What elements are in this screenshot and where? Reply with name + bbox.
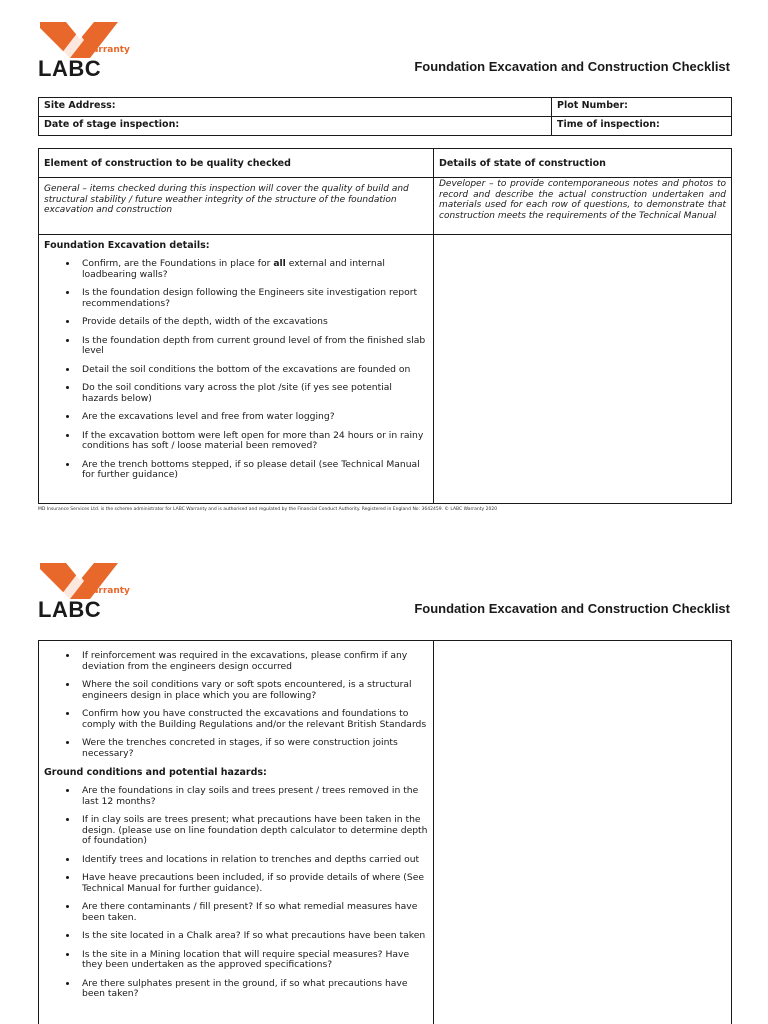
excavation-notes-field[interactable]: [434, 235, 732, 504]
list-item: • Have heave precautions been included, if so provide details of where (See Technical Manual for further guidance).: [78, 873, 428, 894]
logo-warranty-text: warranty: [84, 586, 130, 596]
list-item: • Are the trench bottoms stepped, if so please detail (see Technical Manual for further guidance): [78, 460, 428, 481]
checklist-table: [38, 148, 732, 504]
list-item: • Do the soil conditions vary across the plot /site (if yes see potential hazards below): [78, 383, 428, 404]
footer-legal-text: MD Insurance Services Ltd. is the scheme administrator for LABC Warranty and is authorised and regulated by the Financial Conduct Authority. Registered in England No: 3642459. © LABC Warranty 2020: [38, 507, 498, 512]
list-item: • Where the soil conditions vary or soft spots encountered, is a structural engineers design in place which you are following?: [78, 680, 428, 701]
general-note: General – items checked during this inspection will cover the quality of build and structural stability / future weather integrity of the structure of the foundation excavation and construction: [39, 178, 434, 235]
inspection-date-field[interactable]: Date of stage inspection:: [39, 117, 552, 136]
list-item: • If reinforcement was required in the excavations, please confirm if any deviation from the engineers design occurred: [78, 651, 428, 672]
ground-notes-field[interactable]: [434, 641, 732, 1024]
list-item: • Is the foundation depth from current ground level of from the finished slab level: [78, 336, 428, 357]
logo-warranty-text: warranty: [84, 45, 130, 55]
list-item: • Is the site located in a Chalk area? If so what precautions have been taken: [78, 931, 428, 942]
checklist-table-continued: [38, 640, 732, 1024]
list-item: • Are the foundations in clay soils and trees present / trees removed in the last 12 months?: [78, 786, 428, 807]
page-2: [0, 555, 768, 1024]
list-item: • Are there sulphates present in the ground, if so what precautions have been taken?: [78, 979, 428, 1000]
inspection-time-field[interactable]: Time of inspection:: [552, 117, 732, 136]
list-item: • Detail the soil conditions the bottom of the excavations are founded on: [78, 365, 428, 376]
labc-warranty-logo: [38, 563, 130, 622]
logo-labc-text: LABC: [38, 56, 102, 81]
labc-warranty-logo: [38, 22, 130, 81]
column-header-details: Details of state of construction: [434, 149, 732, 178]
excavation-details-cell: [39, 235, 434, 504]
list-item: • If the excavation bottom were left open for more than 24 hours or in rainy conditions has soft / loose material been removed?: [78, 431, 428, 452]
ground-conditions-heading: Ground conditions and potential hazards:: [44, 767, 267, 778]
excavation-checklist: [44, 259, 428, 481]
excavation-checklist-continued: [44, 651, 428, 759]
list-item: • Confirm how you have constructed the excavations and foundations to comply with the Building Regulations and/or the relevant British Standards: [78, 709, 428, 730]
list-item: • Confirm, are the Foundations in place for all external and internal loadbearing walls?: [78, 259, 428, 280]
ground-conditions-checklist: [44, 786, 428, 1000]
excavation-heading: Foundation Excavation details:: [44, 240, 210, 251]
list-item: • Were the trenches concreted in stages, if so were construction joints necessary?: [78, 738, 428, 759]
list-item: • Is the site in a Mining location that will require special measures? Have they been undertaken as the approved specifications?: [78, 950, 428, 971]
site-address-field[interactable]: Site Address:: [39, 98, 552, 117]
list-item: • Provide details of the depth, width of the excavations: [78, 317, 428, 328]
list-item: • Are there contaminants / fill present? If so what remedial measures have been taken.: [78, 902, 428, 923]
list-item: • Is the foundation design following the Engineers site investigation report recommendations?: [78, 288, 428, 309]
column-header-element: Element of construction to be quality checked: [39, 149, 434, 178]
plot-number-field[interactable]: Plot Number:: [552, 98, 732, 117]
list-item: • If in clay soils are trees present; what precautions have been taken in the design. (please use on line foundation depth calculator to determine depth of foundation): [78, 815, 428, 847]
list-item: • Identify trees and locations in relation to trenches and depths carried out: [78, 855, 428, 866]
list-item: • Are the excavations level and free from water logging?: [78, 412, 428, 423]
developer-note: Developer – to provide contemporaneous notes and photos to record and describe the actual construction undertaken and materials used for each row of questions, to demonstrate that construction meets the requirements of the Technical Manual: [434, 178, 732, 235]
site-details-table: [38, 97, 732, 136]
continued-checklist-cell: [39, 641, 434, 1024]
document-title: Foundation Excavation and Construction Checklist: [414, 601, 730, 616]
document-title: Foundation Excavation and Construction Checklist: [414, 59, 730, 74]
logo-labc-text: LABC: [38, 597, 102, 622]
